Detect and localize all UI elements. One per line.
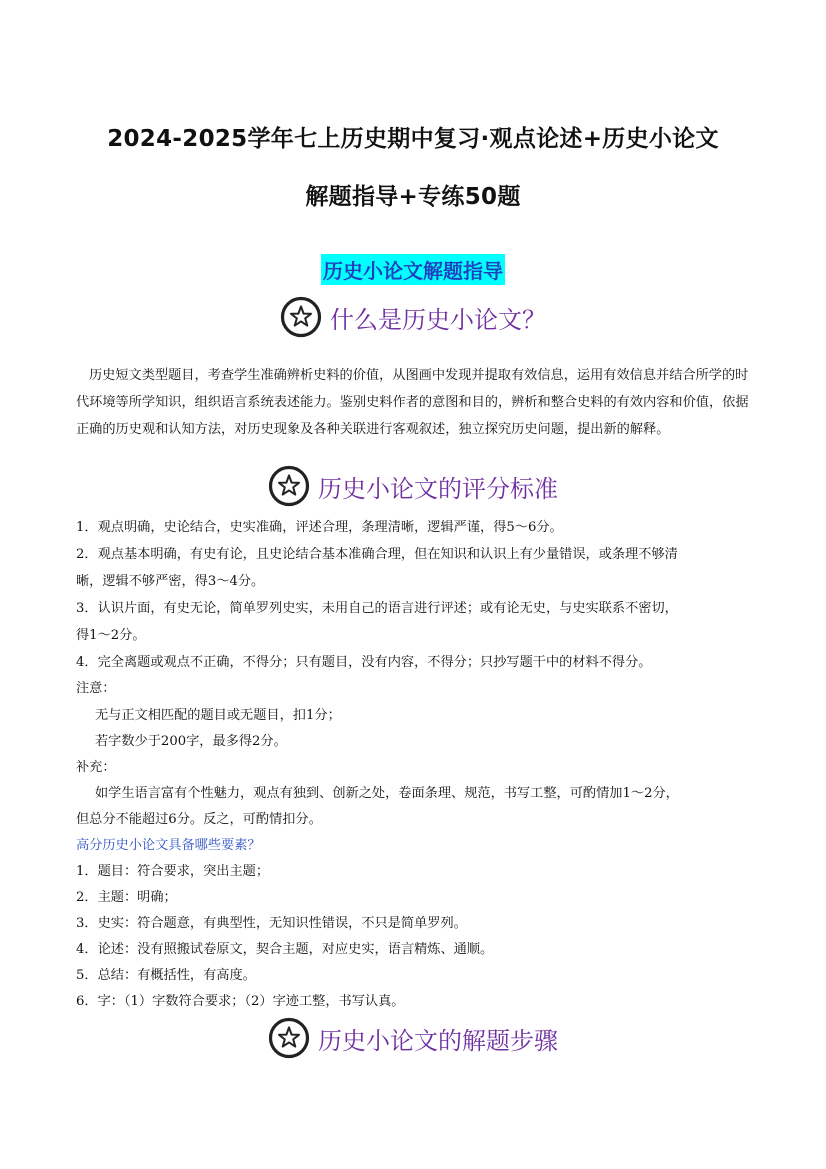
note-line: 若字数少于200字，最多得2分。 [95, 734, 287, 749]
star-circle-icon [268, 465, 310, 507]
section-heading-what-is [0, 296, 826, 338]
section-heading-steps [0, 1017, 826, 1059]
element-line: 1．题目：符合要求，突出主题； [76, 864, 270, 879]
criteria-line: 1．观点明确，史论结合，史实准确，评述合理，条理清晰，逻辑严谨，得5～6分。 [76, 520, 563, 535]
element-line: 6．字：（1）字数符合要求；（2）字迹工整，书写认真。 [76, 994, 405, 1009]
criteria-line: 得1～2分。 [76, 628, 146, 643]
criteria-line: 3．认识片面，有史无论，简单罗列史实，未用自己的语言进行评述；或有论无史，与史实联系不密切， [76, 601, 678, 616]
criteria-line: 晰，逻辑不够严密，得3～4分。 [76, 574, 265, 589]
supplement-label: 补充： [76, 760, 116, 775]
elements-question: 高分历史小论文具备哪些要素？ [76, 838, 261, 853]
supplement-line: 如学生语言富有个性魅力，观点有独到、创新之处，卷面条理、规范，书写工整，可酌情加1～2分， [95, 786, 679, 801]
criteria-line: 2．观点基本明确，有史有论，且史论结合基本准确合理，但在知识和认识上有少量错误，或条理不够清 [76, 547, 678, 562]
note-line: 无与正文相匹配的题目或无题目，扣1分； [95, 708, 341, 723]
criteria-line: 4．完全离题或观点不正确，不得分；只有题目，没有内容，不得分；只抄写题干中的材料不得分。 [76, 655, 652, 670]
section-heading-criteria [0, 465, 826, 507]
element-line: 4．论述：没有照搬试卷原文，契合主题，对应史实，语言精炼、通顺。 [76, 942, 494, 957]
supplement-line: 但总分不能超过6分。反之，可酌情扣分。 [76, 812, 322, 827]
intro-paragraph: 历史短文类型题目，考查学生准确辨析史料的价值，从图画中发现并提取有效信息，运用有效信息并结合所学的时代环境等所学知识，组织语言系统表述能力。鉴别史料作者的意图和目的，辨析和整合史料的有效内容和价值，依据正确的历史观和认知方法，对历史现象及各种关联进行客观叙述，独立探究历史问题，提出新的解释。 [76, 368, 749, 437]
note-label: 注意： [76, 681, 116, 696]
element-line: 5．总结：有概括性，有高度。 [76, 968, 256, 983]
star-circle-icon [280, 296, 322, 338]
section-title: 历史小论文的评分标准 [318, 474, 558, 503]
guide-heading: 历史小论文解题指导 [321, 254, 505, 285]
element-line: 2．主题：明确； [76, 890, 177, 905]
section-title: 什么是历史小论文？ [330, 305, 546, 334]
section-title: 历史小论文的解题步骤 [318, 1026, 558, 1055]
star-circle-icon [268, 1017, 310, 1059]
document-title-line2: 解题指导+专练50题 [305, 184, 521, 210]
element-line: 3．史实：符合题意，有典型性，无知识性错误，不只是简单罗列。 [76, 916, 467, 931]
guide-heading-wrap [0, 254, 826, 285]
document-title-line1: 2024-2025学年七上历史期中复习·观点论述+历史小论文 [107, 126, 719, 152]
